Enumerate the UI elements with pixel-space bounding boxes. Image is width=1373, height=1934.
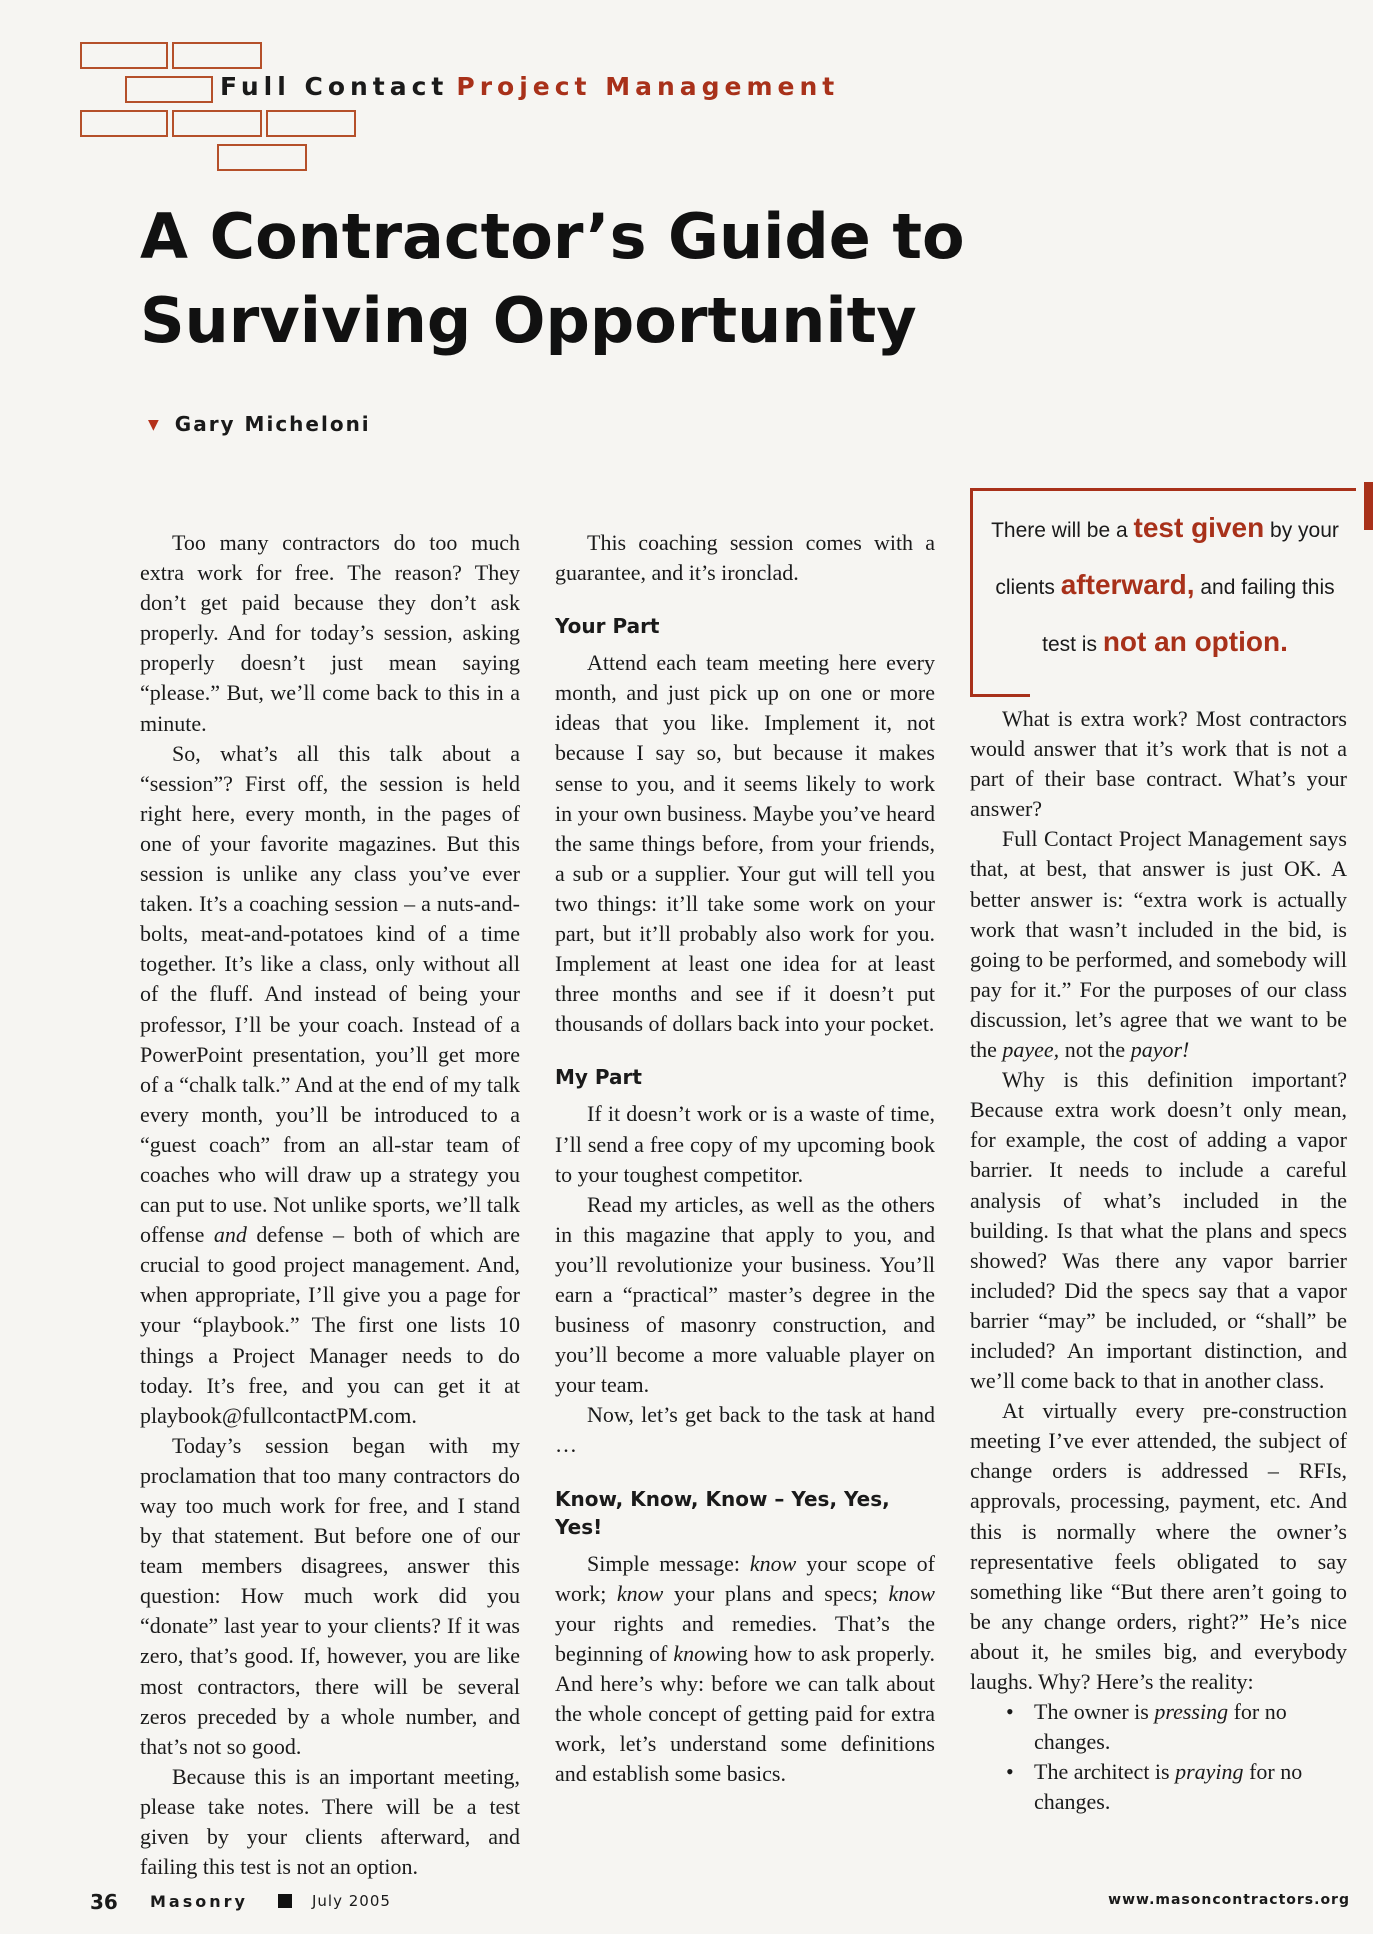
paragraph: Simple message: know your scope of work; know your plans and specs; know your rights and remedies. That’s the beginning of knowing how to ask properly. And here’s why: before we can talk about the whole concept of getting paid for extra work, let’s understand some definitions and establish some basics. [555,1550,935,1787]
column-1 [140,528,520,1882]
accent-tab [1364,482,1373,530]
paragraph: Full Contact Project Management says that, at best, that answer is just OK. A better answer is: “extra work is actually work that wasn’t included in the bid, is going to be performed, and somebody will pay for it.” For the purposes of our class discussion, let’s agree that we want to be the payee, not the payor! [970,826,1347,1063]
paragraph: What is extra work? Most contractors would answer that it’s work that is not a part of their base contract. What’s your answer? [970,706,1347,822]
series-title-part2: Project Management [456,72,840,101]
paragraph: Because this is an important meeting, please take notes. There will be a test given by your clients afterward, and failing this test is not an option. [140,1763,520,1880]
paragraph: Today’s session began with my proclamation that too many contractors do way too much work for free, and I stand by that statement. But before one of our team members disagrees, answer this question: How much work did you “donate” last year to your clients? If it was zero, that’s good. If, however, you are like most contractors, there will be several zeros preceded by a whole number, and that’s not so good. [140,1432,520,1759]
brick-shape [172,110,262,137]
subheading-your-part: Your Part [555,614,660,639]
paragraph: Why is this definition important? Because extra work doesn’t only mean, for example, the cost of adding a vapor barrier. It needs to include a careful analysis of what’s included in the building. Is that what the plans and specs showed? Was there any vapor barrier included? Did the specs say that a vapor barrier “may” be included, or “shall” be included? An important distinction, and we’ll come back to that in another class. [970,1067,1347,1394]
paragraph: So, what’s all this talk about a “session”? First off, the session is held right here, every month, in the pages of one of your favorite magazines. But this session is unlike any class you’ve ever taken. It’s a coaching session – a nuts-and-bolts, meat-and-potatoes kind of a time together. It’s like a class, only without all of the fluff. And instead of being your professor, I’ll be your coach. Instead of a PowerPoint presentation, you’ll get more of a “chalk talk.” And at the end of my talk every month, you’ll be introduced to a “guest coach” from an all-star team of coaches who will draw up a strategy you can put to use. Not unlike sports, we’ll talk offense and defense – both of which are crucial to good project management. And, when appropriate, I’ll give you a page for your “playbook.” The first one lists 10 things a Project Manager needs to do today. It’s free, and you can get it at playbook@fullcontactPM.com. [140,740,520,1428]
page-footer [90,1890,1350,1920]
brick-shape [80,42,168,69]
brick-shape [80,110,168,137]
triangle-down-icon: ▼ [148,417,161,433]
paragraph: If it doesn’t work or is a waste of time, I’ll send a free copy of my upcoming book to your toughest competitor. [555,1101,935,1187]
article-title [140,195,965,363]
brick-shape [125,76,213,103]
bullet-list [970,1697,1347,1817]
brick-shape [217,144,307,171]
list-item: • The owner is pressing for no changes. [1006,1697,1347,1757]
byline [148,412,371,436]
subheading-know: Know, Know, Know – Yes, Yes, Yes! [555,1486,890,1539]
paragraph: Now, let’s get back to the task at hand … [555,1402,935,1458]
pull-quote [970,488,1356,694]
paragraph: This coaching session comes with a guarantee, and it’s ironclad. [555,530,935,586]
title-line-1: A Contractor’s Guide to [140,200,965,273]
list-item: • The architect is praying for no changes. [1006,1757,1347,1817]
page-number: 36 [90,1890,118,1914]
issue-date: July 2005 [312,1892,391,1910]
square-icon [278,1894,292,1908]
series-title [220,72,839,101]
magazine-name: Masonry [150,1892,248,1911]
pull-quote-text: There will be a test given by your clients afterward, and failing this test is not an option. [991,512,1339,657]
paragraph: At virtually every pre-construction meeting I’ve ever attended, the subject of change orders is addressed – RFIs, approvals, processing, payment, etc. And this is normally where the owner’s representative feels obligated to say something like “But there aren’t going to be any change orders, right?” He’s nice about it, he smiles big, and everybody laughs. Why? Here’s the reality: [970,1398,1347,1694]
brick-shape [172,42,262,69]
brick-shape [266,110,356,137]
column-2 [555,528,935,1789]
series-title-part1: Full Contact [220,72,449,101]
column-3 [970,704,1347,1817]
title-line-2: Surviving Opportunity [140,284,917,357]
paragraph: Too many contractors do too much extra work for free. The reason? They don’t get paid because they don’t ask properly. And for today’s session, asking properly doesn’t just mean saying “please.” But, we’ll come back to this in a minute. [140,530,520,736]
website-link[interactable]: www.masoncontractors.org [1108,1892,1350,1908]
paragraph: Read my articles, as well as the others in this magazine that apply to you, and you’ll revolutionize your business. You’ll earn a “practical” master’s degree in the business of masonry construction, and you’ll become a more valuable player on your team. [555,1191,935,1398]
paragraph: Attend each team meeting here every month, and just pick up on one or more ideas that you like. Implement it, not because I say so, but because it makes sense to you, and it seems likely to work in your own business. Maybe you’ve heard the same things before, from your friends, a sub or a supplier. Your gut will tell you two things: it’ll take some work on your part, but it’ll probably also work for you. Implement at least one idea for at least three months and see if it doesn’t put thousands of dollars back into your pocket. [555,650,935,1037]
subheading-my-part: My Part [555,1065,642,1090]
author-name: Gary Micheloni [174,412,371,436]
